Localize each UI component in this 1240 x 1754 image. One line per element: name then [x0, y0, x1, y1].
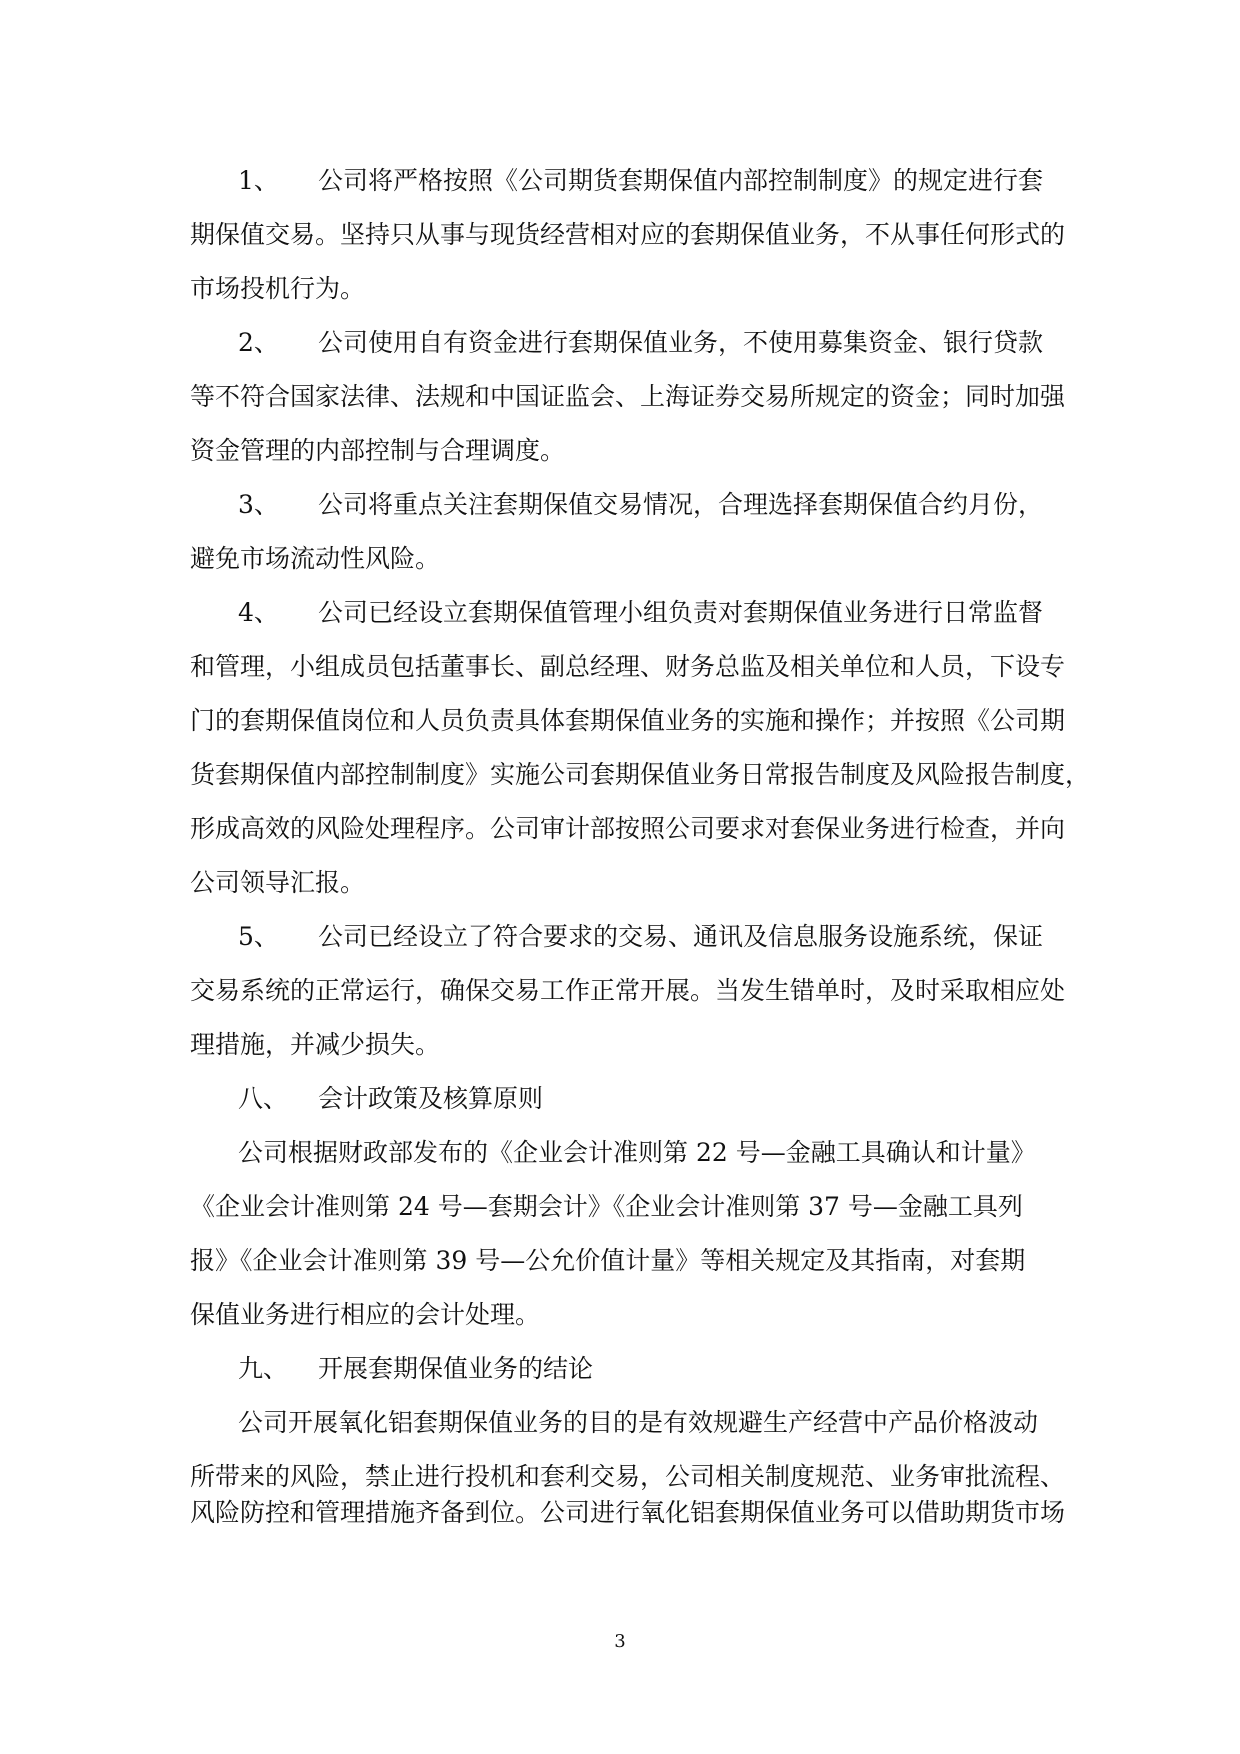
item-1-line-2: 市场投机行为。 [190, 274, 366, 303]
item-5-line-1: 交易系统的正常运行，确保交易工作正常开展。当发生错单时，及时采取相应处 [190, 976, 1066, 1005]
item-4-lead: 公司已经设立套期保值管理小组负责对套期保值业务进行日常监督 [318, 598, 1044, 627]
section-9-line-2: 所带来的风险，禁止进行投机和套利交易，公司相关制度规范、业务审批流程、 [190, 1462, 1066, 1491]
section-8-number: 八、 [238, 1084, 289, 1113]
item-5-number: 5、 [238, 922, 279, 951]
item-3-number: 3、 [238, 490, 279, 519]
item-4-line-1: 和管理，小组成员包括董事长、副总经理、财务总监及相关单位和人员，下设专 [190, 652, 1066, 681]
item-4-line-5: 公司领导汇报。 [190, 868, 366, 897]
item-4-number: 4、 [238, 598, 279, 627]
section-8-line-3: 报》《企业会计准则第 39 号—公允价值计量》等相关规定及其指南，对套期 [190, 1246, 1026, 1275]
item-2-line-2: 资金管理的内部控制与合理调度。 [190, 436, 566, 465]
item-1-line-1: 期保值交易。坚持只从事与现货经营相对应的套期保值业务，不从事任何形式的 [190, 220, 1066, 249]
section-9-line-1: 公司开展氧化铝套期保值业务的目的是有效规避生产经营中产品价格波动 [238, 1408, 1039, 1437]
item-4-line-3: 货套期保值内部控制制度》实施公司套期保值业务日常报告制度及风险报告制度， [190, 760, 1091, 789]
item-5-lead: 公司已经设立了符合要求的交易、通讯及信息服务设施系统，保证 [318, 922, 1044, 951]
page-number: 3 [614, 1631, 626, 1652]
item-2-line-1: 等不符合国家法律、法规和中国证监会、上海证券交易所规定的资金；同时加强 [190, 382, 1066, 411]
item-1-lead: 公司将严格按照《公司期货套期保值内部控制制度》的规定进行套 [318, 166, 1044, 195]
item-5-line-2: 理措施，并减少损失。 [190, 1030, 441, 1059]
item-3-lead: 公司将重点关注套期保值交易情况，合理选择套期保值合约月份， [318, 490, 1044, 519]
section-9-number: 九、 [238, 1354, 289, 1383]
item-2-lead: 公司使用自有资金进行套期保值业务，不使用募集资金、银行贷款 [318, 328, 1044, 357]
item-4-line-2: 门的套期保值岗位和人员负责具体套期保值业务的实施和操作；并按照《公司期 [190, 706, 1066, 735]
section-8-line-1: 公司根据财政部发布的《企业会计准则第 22 号—金融工具确认和计量》 [238, 1138, 1036, 1167]
item-3-line-1: 避免市场流动性风险。 [190, 544, 441, 573]
section-8-line-4: 保值业务进行相应的会计处理。 [190, 1300, 541, 1329]
section-9-line-3: 风险防控和管理措施齐备到位。公司进行氧化铝套期保值业务可以借助期货市场 [190, 1498, 1066, 1527]
section-8-line-2: 《企业会计准则第 24 号—套期会计》《企业会计准则第 37 号—金融工具列 [190, 1192, 1023, 1221]
item-2-number: 2、 [238, 328, 279, 357]
item-4-line-4: 形成高效的风险处理程序。公司审计部按照公司要求对套保业务进行检查，并向 [190, 814, 1066, 843]
section-8-heading: 会计政策及核算原则 [318, 1084, 544, 1113]
section-9-heading: 开展套期保值业务的结论 [318, 1354, 594, 1383]
item-1-number: 1、 [238, 166, 279, 195]
